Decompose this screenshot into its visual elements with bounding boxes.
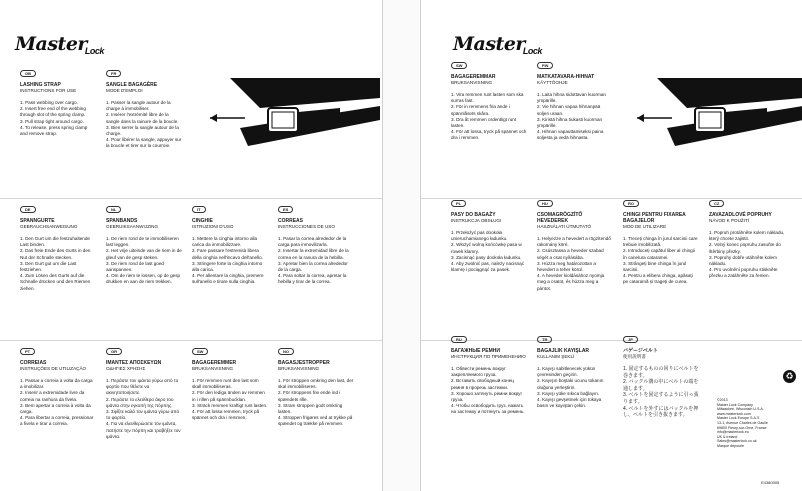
step-item: 4. Zum Lösen des Gurts auf die Schnalle drücken und den Riemen ziehen. — [20, 273, 91, 291]
section-title: SPANNGURTE — [20, 218, 55, 224]
section-title: SPANBANDS — [106, 218, 138, 224]
strap-illustration — [617, 78, 802, 174]
brand-logo: Master$_{Lock}$ — [15, 33, 104, 56]
step-item: 1. Kayışı sabitlenecek yükün çevresinden geçirin. — [537, 366, 596, 378]
step-item: 3. Σφίξτε καλά τον ιμάντα γύρω από το φορτίο. — [106, 409, 180, 421]
instruction-section — [278, 348, 354, 428]
step-item: 1. För remmen runt den last som skall immobiliseras. — [192, 378, 259, 390]
section-title: LASHING STRAP — [20, 82, 61, 88]
strap-illustration — [190, 78, 380, 174]
step-item: 2. Insert free end of the webbing through slot of the spring clamp. — [20, 106, 86, 118]
company-info-line: www.masterlock.com — [717, 411, 751, 416]
divider — [0, 340, 382, 341]
step-item: 3. Stram stroppen godt omkring lasten. — [278, 402, 343, 415]
step-item: 2. Csúsztassa a heveder szabad végét a csat nyílásába. — [537, 248, 604, 260]
section-subtitle: INSTRUCCIONES DE USO — [278, 224, 335, 229]
step-item: 4. Pour libérer la sangle, appuyer sur la boucle et tirer sur la courroie. — [106, 137, 182, 149]
section-title: CINGHIE — [192, 218, 213, 224]
section-title: CSOMAGRÖGZÍTŐ HEVEDEREK — [537, 212, 583, 224]
language-badge: ES — [278, 206, 293, 213]
steps-list — [451, 92, 527, 142]
step-item: 2. Het vrije uiteinde van de riem in de gleuf van de gesp steken. — [106, 248, 182, 260]
instruction-section — [20, 348, 96, 428]
steps-list — [20, 378, 96, 428]
section-subtitle: KULLANIM ŞEKLİ — [537, 354, 575, 359]
section-title: MATKATAVARA-HIHNAT — [537, 74, 595, 80]
step-item: 1. Treceți chinga în jurul sarcinii care trebuie imobilizată. — [623, 236, 698, 248]
instruction-section — [20, 206, 96, 292]
step-item: 2. Das freie Ende des Gurts in den Nut der Schnalle stecken. — [20, 248, 91, 260]
language-badge: NL — [106, 206, 121, 213]
steps-list — [537, 366, 613, 409]
instruction-section — [106, 70, 182, 150]
step-item: 2. Вставить свободный конец ремня в прорезь застежки. — [451, 378, 514, 390]
section-subtitle: MODE D'EMPLOI — [106, 88, 143, 93]
language-badge: RO — [623, 200, 639, 207]
language-badge: HU — [537, 200, 553, 207]
instruction-section — [192, 348, 268, 421]
company-info-line: ©2013 — [717, 398, 728, 402]
step-item: 2. Kayışın boştaki ucunu tokanın oluğuna yerleştirin. — [537, 378, 604, 390]
step-item: 2. Introduceți capătul liber al chingii în canelura cataramei. — [623, 248, 695, 260]
step-item: 2. Włożyć wolną końcówkę pasa w rowek klamry. — [451, 242, 522, 254]
company-info-line: Sales@masterlock.co.uk — [717, 439, 757, 444]
step-item: 3. Apretar bien la correa alrededor de la carga. — [278, 260, 348, 273]
section-subtitle: MOD DE UTILIZARE — [623, 224, 667, 229]
instruction-section — [623, 200, 699, 286]
step-item: 4. Para libertar a correia, pressionar a fivela e tirar a correia. — [20, 415, 94, 427]
step-item: 2. För in remmens fria ände i spännlåsets skåra. — [451, 104, 510, 116]
steps-list — [623, 366, 699, 419]
section-subtitle: ISTRUZIONI D'USO — [192, 224, 234, 229]
section-title: BAGAJLIK KAYIŞLAR — [537, 348, 590, 354]
step-item: 1. Przełożyć pas dookoła unieruchamianego ładunku. — [451, 230, 508, 242]
instruction-section — [623, 336, 699, 419]
section-subtitle: NÁVOD K POUŽITÍ — [709, 218, 750, 223]
company-info — [717, 398, 797, 449]
section-subtitle: INSTRUCTIONS FOR USE — [20, 88, 77, 93]
steps-list — [709, 230, 785, 280]
step-item: 3. Pull strap tight around cargo. — [20, 118, 84, 124]
step-item: 4. Hihnan vapauttamiseksi paina soljesta ja vedä hihnasta. — [537, 129, 604, 141]
step-item: 1. Passer la sangle autour de la charge à immobiliser. — [106, 100, 171, 112]
language-badge: IT — [192, 206, 206, 213]
section-title: CORREIAS — [20, 360, 47, 366]
section-subtitle: BRUKSANVISNING — [451, 80, 493, 85]
instruction-section — [192, 206, 268, 286]
company-info-line: UK & Ireland — [717, 434, 738, 439]
section-title: BAGASJESTROPPER — [278, 360, 330, 366]
step-item: 1. Pass webbing over cargo. — [20, 100, 78, 105]
instruction-section — [537, 200, 613, 292]
steps-list — [623, 236, 699, 286]
steps-list — [106, 378, 182, 440]
section-subtitle: BRUKSANVISNING — [192, 366, 234, 371]
step-item: 1. Popruh protáhněte kolem nákladu, který chcete zajistit. — [709, 230, 785, 242]
step-item: 3. Dra åt remmen ordentligt runt lasten. — [451, 116, 517, 129]
step-item: 4. Aby zwolnić pas, należy nacisnąć klamrę i pociągnąć za pasek. — [451, 261, 525, 273]
recycle-icon: ♻ — [783, 370, 796, 383]
language-badge: NO — [278, 348, 294, 355]
language-badge: RU — [451, 336, 467, 343]
step-item: 3. Zacisnąć pasy dookoła ładunku. — [451, 254, 522, 260]
step-item: 4. Pentru a elibera chinga, apăsați pe cataramă și trageți de curea. — [623, 273, 693, 285]
steps-list — [451, 230, 527, 273]
language-badge: SW — [451, 62, 467, 69]
step-item: 2. Volný konec popruhu zasuňte do štěrbiny přezky. — [709, 242, 781, 254]
step-item: 2. För stroppens frie ende ind i spændets rille. — [278, 390, 341, 402]
step-item: 3. Strângeți bine chinga în jurul sarcinii. — [623, 260, 687, 273]
language-badge: PT — [20, 348, 35, 355]
instruction-section — [537, 62, 613, 142]
step-item: 4. För att lossa remmen, tryck på spännet och dra i remmen. — [192, 409, 260, 421]
step-item: 1. Den Gurt um die festzuhaltende Last binden. — [20, 236, 90, 248]
step-item: 3. Den Gurt gut um die Last festziehen. — [20, 260, 77, 273]
section-subtitle: INSTRUKCJA OBSŁUGI — [451, 218, 502, 223]
step-item: 2. Insertar la extremidad libre de la correa en la ranura de la hebilla. — [278, 248, 349, 260]
step-item: 3. Kiristä hihna tiukasti kuorman ympärille. — [537, 116, 603, 129]
step-item: 1. Passar a correia à volta da carga a imobilizar. — [20, 378, 93, 390]
steps-list — [20, 100, 96, 137]
section-title: BAGAGEREMMER — [192, 360, 237, 366]
section-title: CHINGI PENTRU FIXAREA BAGAJELOR — [623, 212, 686, 224]
steps-list — [278, 236, 354, 286]
step-item: 1. Laita hihna sidottavan kuorman ympärille. — [537, 92, 606, 104]
section-subtitle: HASZNÁLATI ÚTMUTATÓ — [537, 224, 592, 229]
step-item: 1. Обвести ремень вокруг закрепляемого груза. — [451, 366, 506, 378]
section-subtitle: KÄYTTÖOHJE — [537, 80, 568, 85]
section-subtitle: ΟΔΗΓΙΕΣ ΧΡΗΣΗΣ — [106, 366, 146, 371]
step-item: 4. ベルトを外すにはバックルを押し、ベルトを引き抜きます。 — [623, 405, 699, 419]
divider — [421, 198, 802, 199]
instruction-section — [537, 336, 613, 409]
steps-list — [20, 236, 96, 292]
step-item: 3. Хорошо затянуть ремни вокруг груза. — [451, 390, 523, 403]
step-item: 4. Чтобы освободить груз, нажать на застежку и потянуть за ремень. — [451, 403, 525, 415]
steps-list — [106, 100, 182, 150]
step-item: 3. Stringere forte la cinghia intorno alla carica. — [192, 260, 263, 273]
section-title: БАГАЖНЫЕ РЕМНИ — [451, 348, 500, 354]
step-item: 1. Περάστε τον ιμάντα γύρω από το φορτίο που θέλετε να ακινητοποιήσετε. — [106, 378, 179, 396]
language-badge: FIN — [537, 62, 553, 69]
step-item: 4. Pro uvolnění popruhu stiskněte přezku a zatáhněte za řemen. — [709, 267, 778, 279]
language-badge: GR — [106, 348, 122, 355]
step-item: 3. Bien serrer la sangle autour de la charge. — [106, 124, 179, 137]
language-badge: DE — [20, 206, 36, 213]
section-subtitle: GEBRAUCHSANWEISUNG — [20, 224, 78, 229]
language-badge: SW — [192, 348, 208, 355]
instruction-section — [451, 200, 527, 273]
language-badge: FR — [106, 70, 121, 77]
step-item: 1. De riem rond de te immobiliseren last leggen. — [106, 236, 179, 248]
language-badge: JP — [623, 336, 638, 343]
step-item: 1. För stroppen omkring den last, der skal immobiliseres. — [278, 378, 354, 390]
company-info-line: info@masterlock.eu — [717, 430, 749, 435]
step-item: 4. To release, press spring clamp and remove strap. — [20, 124, 88, 137]
section-subtitle: BRUKSANVISNING — [278, 366, 320, 371]
step-item: 4. Kayışı gevşetmek için tokaya basın ve kayıştan çekin. — [537, 397, 602, 409]
instruction-section — [451, 336, 527, 416]
steps-list — [451, 366, 527, 416]
language-badge: GB — [20, 70, 36, 77]
step-item: 2. Περάστε το ελεύθερο άκρο του ιμάντα στην εγκοπή της πόρπης. — [106, 396, 174, 408]
section-title: SANGLE BAGAGÈRE — [106, 82, 158, 88]
section-title: PASY DO BAGAŻY — [451, 212, 496, 218]
steps-list — [192, 378, 268, 421]
step-item: 4. Om de riem te lossen, op de gesp drukken en aan de riem trekken. — [106, 273, 181, 285]
instruction-section — [278, 206, 354, 286]
step-item: 2. Fare passare l'estremità libera della cinghia nell'incavo dell'anello. — [192, 248, 263, 260]
step-item: 1. Mettere la cinghia intorno alla carica da immobilizzare. — [192, 236, 258, 248]
step-item: 4. Stroppen frigøres ved at trykke på spændet og trække på remmen. — [278, 415, 353, 427]
language-badge: PL — [451, 200, 466, 207]
step-item: 3. Sträck remmen kraftigt runt lasten. — [192, 402, 268, 408]
step-item: 1. Pasar la correa alrededor de la carga para inmovilizarla. — [278, 236, 347, 248]
steps-list — [106, 236, 182, 286]
left-panel — [0, 0, 383, 491]
document-code: E4380005 — [761, 480, 780, 485]
step-item: 3. Kayışı yüke sıkıca bağlayın. — [537, 390, 600, 396]
step-item: 2. För den lediga änden av remmen in i rillen på spännbucklan. — [192, 390, 265, 402]
step-item: 4. A heveder kioldásához nyomja meg a csatot, és húzza meg a pántot. — [537, 273, 605, 291]
step-item: 3. Bem apertar a correia à volta da carga. — [20, 402, 91, 415]
company-info-line: Milwaukee, Wisconsin U.S.A. — [717, 407, 764, 412]
section-title: ΙΜΑΝΤΕΣ ΑΠΟΣΚΕΥΩΝ — [106, 360, 162, 366]
instruction-section — [106, 206, 182, 286]
step-item: 2. Vie hihnan vapaa hihnanpää soljen uraan. — [537, 104, 601, 116]
steps-list — [278, 378, 354, 428]
company-info-line: 69800 Fleury-sur-Orne, France — [717, 425, 767, 430]
company-info-line: Master Lock Company — [717, 402, 753, 407]
brand-logo: Master$_{Lock}$ — [453, 33, 542, 56]
company-info-line: Marque déposée — [717, 443, 744, 448]
instruction-section — [709, 200, 785, 280]
company-info-line: 13-1, Avenue Charles de Gaulle — [717, 420, 768, 425]
step-item: 2. バックル溝の中にベルトの端を通します。 — [623, 379, 699, 392]
step-item: 4. Para soltar la correa, apretar la hebilla y tirar de la correa. — [278, 273, 347, 285]
steps-list — [537, 236, 613, 292]
instruction-section — [451, 62, 527, 142]
step-item: 4. Για να ελευθερώσετε τον ιμάντα, πατήστε την πόρπη και τραβήξτε τον ιμάντα. — [106, 421, 181, 439]
step-item: 4. För att lossa, tryck på spännet och dra i remmen. — [451, 129, 527, 141]
center-fold — [383, 0, 419, 491]
step-item: 3. De riem rond de last goed aanspannen. — [106, 260, 164, 273]
step-item: 3. ベルトを固定するように引っ張ります。 — [623, 392, 699, 405]
section-title: バゲージベルト — [623, 348, 658, 354]
step-item: 1. Vira remmen runt lasten som ska surras fast. — [451, 92, 524, 104]
steps-list — [537, 92, 613, 142]
company-info-line: Master Lock Europe S.A.S — [717, 416, 760, 421]
instruction-section — [20, 70, 96, 137]
right-panel — [420, 0, 802, 491]
steps-list — [192, 236, 268, 286]
divider — [0, 198, 382, 199]
section-title: ZAVAZADLOVÉ POPRUHY — [709, 212, 772, 218]
section-title: CORREAS — [278, 218, 304, 224]
step-item: 1. Helyezze a hevedert a rögzítendő rakomány köré. — [537, 236, 611, 248]
section-title: BAGAGEREMMAR — [451, 74, 496, 80]
instruction-section — [106, 348, 182, 440]
step-item: 3. Popruhy dobře utáhněte kolem nákladu. — [709, 254, 777, 267]
section-subtitle: ИНСТРУКЦИЯ ПО ПРИМЕНЕНИЮ — [451, 354, 526, 359]
language-badge: TR — [537, 336, 552, 343]
step-item: 2. Insérer l'extrémité libre de la sangle dans la rainure de la boucle. — [106, 112, 179, 124]
step-item: 3. Húzza meg határozottan a hevedert a teher körül. — [537, 260, 596, 273]
step-item: 1. 固定するものの回りにベルトを巻きます。 — [623, 366, 699, 379]
language-badge: CZ — [709, 200, 724, 207]
step-item: 2. Inserir a extremidade livre da correia na ranhura da fivela. — [20, 390, 85, 402]
section-subtitle: INSTRUÇÕES DE UTILIZAÇÃO — [20, 366, 87, 371]
section-subtitle: 使用説明書 — [623, 354, 646, 359]
step-item: 4. Per allentare la cinghia, premere sull'anello e tirare sulla cinghia. — [192, 273, 264, 285]
section-subtitle: GEBRUIKSAANWIJZING — [106, 224, 159, 229]
